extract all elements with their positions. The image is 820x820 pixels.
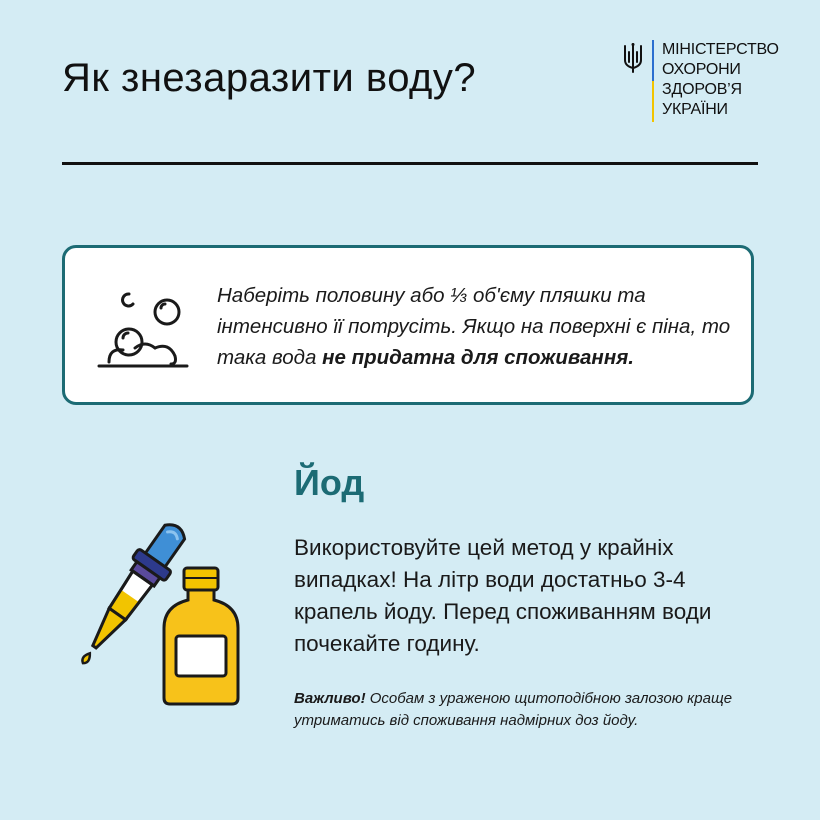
- foam-test-instruction: Наберіть половину або ⅓ об'єму пляшки та інтенсивно її потрусіть. Якщо на поверхні є піна, то така вода: [217, 284, 731, 369]
- trident-icon: [622, 42, 644, 74]
- iodine-instructions: Використовуйте цей метод у крайніх випадках! На літр води достатньо 3-4 крапель йоду. Перед споживанням води почекайте годину.: [294, 535, 712, 656]
- foam-test-warning: не придатна для споживання.: [322, 346, 634, 369]
- iodine-bottle-icon: [160, 566, 246, 706]
- ministry-line: ЗДОРОВ’Я: [662, 81, 742, 98]
- ministry-line: МІНІСТЕРСТВО: [662, 41, 779, 58]
- note-text: Особам з ураженою щитоподібною залозою краще утриматись від споживання надмірних доз йоду.: [294, 690, 733, 729]
- ministry-flag-bar: [652, 40, 654, 122]
- page-title: Як знезаразити воду?: [62, 56, 477, 100]
- ministry-logo: [622, 40, 779, 122]
- header-divider: [62, 162, 758, 165]
- ministry-line: ОХОРОНИ: [662, 61, 741, 78]
- foam-test-card: [62, 245, 754, 405]
- note-label: Важливо!: [294, 690, 366, 707]
- iodine-note: [294, 688, 774, 732]
- ministry-line: УКРАЇНИ: [662, 101, 728, 118]
- ministry-name: [662, 40, 779, 120]
- section-title-iodine: Йод: [294, 462, 365, 503]
- foam-bubbles-icon: [89, 278, 193, 378]
- foam-test-text: [217, 280, 737, 373]
